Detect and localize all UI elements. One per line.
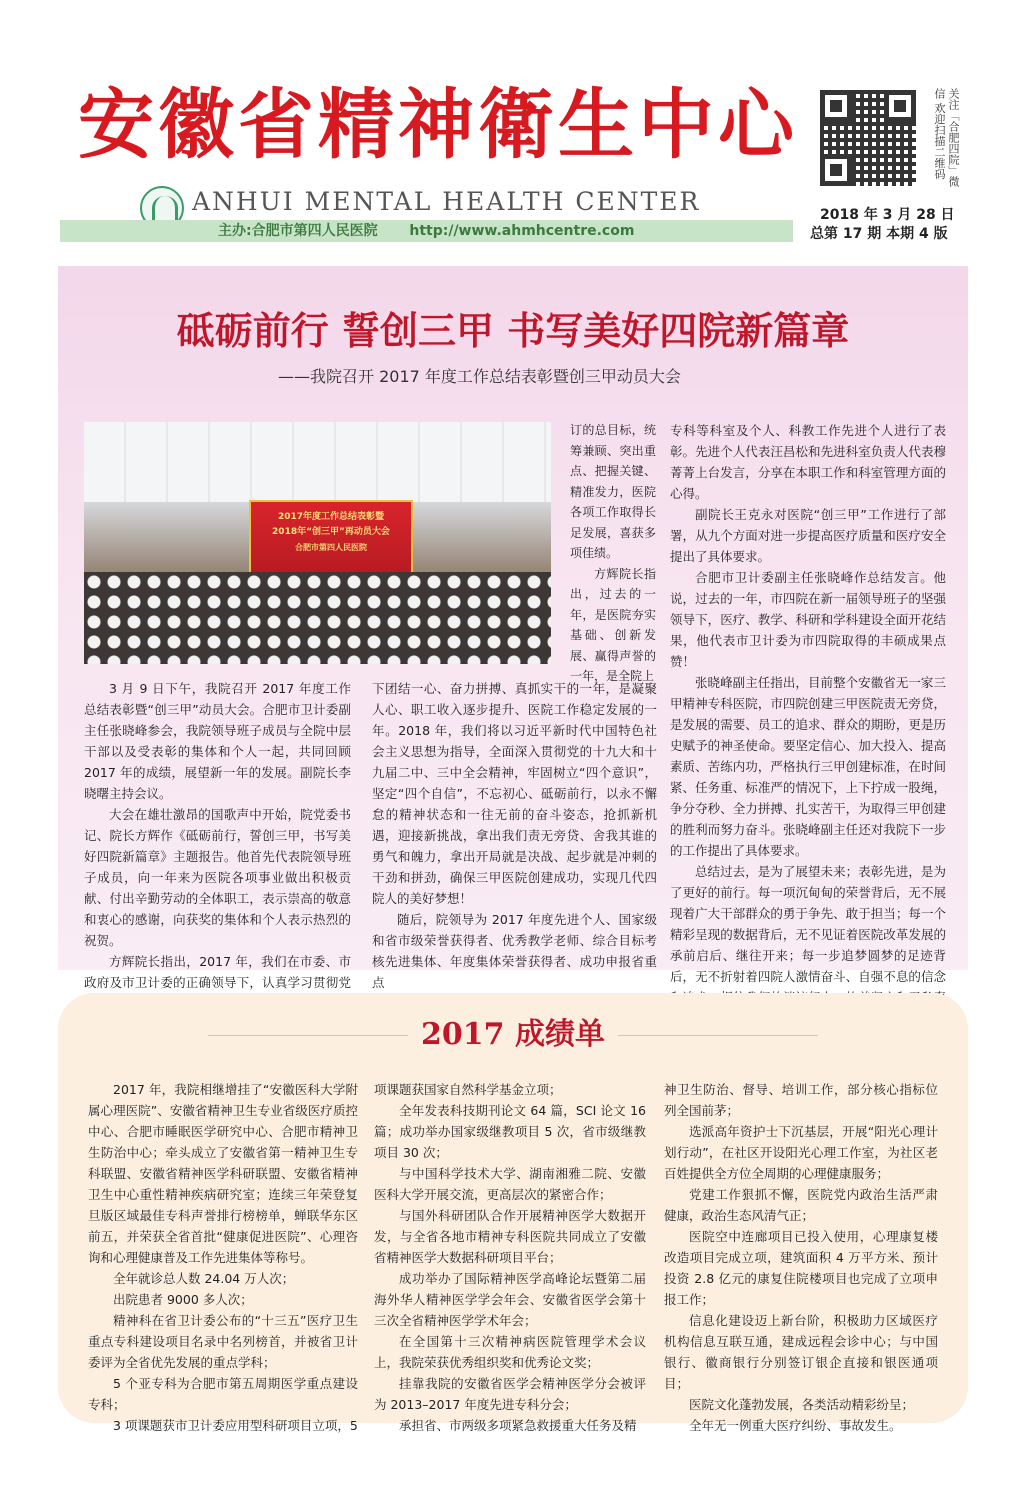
achievement-item: 成功举办了国际精神医学高峰论坛暨第二届海外华人精神医学学会年会、安徽省医学会第十三次全省精神医学学术年会； (374, 1271, 646, 1328)
masthead-title: 安徽省精神衛生中心 (78, 80, 798, 169)
article-paragraph: 随后，院领导为 2017 年度先进个人、国家级和省市级荣誉获得者、优秀教学老师、综合目标考核先进集体、年度集体荣誉获得者、成功申报省重点 (372, 912, 657, 990)
issue-number: 总第 17 期 本期 4 版 (810, 226, 948, 242)
article-paragraph: 大会在雄壮激昂的国歌声中开始，院党委书记、院长方辉作《砥砺前行，誓创三甲，书写美好四院新篇章》主题报告。他首先代表院领导班子成员，向一年来为医院各项事业做出积极贡献、付出辛勤劳动的全体职工，表示崇高的敬意和衷心的感谢，向获奖的集体和个人表示热烈的祝贺。 (84, 807, 351, 948)
website-link[interactable]: http://www.ahmhcentre.com (409, 223, 635, 239)
article-paragraph: 专科等科室及个人、科教工作先进个人进行了表彰。先进个人代表汪昌松和先进科室负责人代表穆菁菁上台发言，分享在本职工作和科室管理方面的心得。 (670, 423, 946, 501)
achievements-col1 (88, 1079, 358, 1436)
article-headline: 砥砺前行 誓创三甲 书写美好四院新篇章 (176, 308, 850, 353)
achievement-item: 选派高年资护士下沉基层，开展“阳光心理计划行动”，在社区开设阳光心理工作室，为社区老百姓提供全方位全周期的心理健康服务； (664, 1124, 938, 1181)
article-col2 (372, 678, 657, 993)
article-col1 (84, 678, 351, 1035)
banner-line-1: 2017年度工作总结表彰暨 (277, 512, 385, 522)
achievement-item: 在全国第十三次精神病医院管理学术会议上，我院荣获优秀组织奖和优秀论文奖； (374, 1334, 646, 1370)
article-col3 (670, 420, 946, 1071)
english-name: ANHUI MENTAL HEALTH CENTER (192, 187, 701, 216)
achievement-item: 挂靠我院的安徽省医学会精神医学分会被评为 2013–2017 年度先进专科分会； (374, 1376, 646, 1412)
banner-line-3: 合肥市第四人民医院 (295, 543, 367, 552)
qr-code-icon (820, 90, 916, 186)
sponsor-line (218, 221, 634, 241)
article-col2-upper (570, 420, 656, 687)
title-divider-right (618, 1035, 818, 1036)
article-paragraph: 3 月 9 日下午，我院召开 2017 年度工作总结表彰暨“创三甲”动员大会。合肥市卫计委副主任张晓峰参会，我院领导班子成员与全院中层干部以及受表彰的集体和个人一起，共同回顾 2017 年的成绩，展望新一年的发展。副院长李晓曙主持会议。 (84, 681, 351, 801)
article-paragraph: 订的总目标，统筹兼顾、突出重点、把握关键、精准发力，医院各项工作取得长足发展，喜获多项佳绩。 (570, 423, 656, 560)
article-paragraph: 方辉院长指出，过去的一年，是医院夯实基础、创新发展、赢得声誉的一年，是全院上 (570, 566, 656, 683)
article-paragraph: 副院长王克永对医院“创三甲”工作进行了部署，从九个方面对进一步提高医疗质量和医疗安全提出了具体要求。 (670, 507, 946, 564)
achievement-item: 神卫生防治、督导、培训工作，部分核心指标位列全国前茅； (664, 1082, 938, 1118)
article-paragraph: 合肥市卫计委副主任张晓峰作总结发言。他说，过去的一年，市四院在新一届领导班子的坚强领导下，医疗、教学、科研和学科建设全面开花结果，他代表市卫计委为市四院取得的丰硕成果点赞！ (670, 570, 946, 669)
achievements-title: 2017 成绩单 (421, 1017, 605, 1052)
achievement-item: 全年无一例重大医疗纠纷、事故发生。 (689, 1418, 902, 1433)
achievement-item: 承担省、市两级多项紧急救援重大任务及精 (399, 1418, 637, 1433)
meeting-photo (84, 422, 551, 664)
issue-date: 2018 年 3 月 28 日 (820, 207, 955, 223)
achievements-col3 (664, 1079, 938, 1436)
article-paragraph: 下团结一心、奋力拼搏、真抓实干的一年，是凝聚人心、职工收入逐步提升、医院工作稳定发展的一年。2018 年，我们将以习近平新时代中国特色社会主义思想为指导，全面深入贯彻党的十九大和十九届二中、三中全会精神，牢固树立“四个意识”，坚定“四个自信”，不忘初心、砥砺前行，以永不懈怠的精神状态和一往无前的奋斗姿态，抢抓新机遇，迎接新挑战，拿出我们责无旁贷、舍我其谁的勇气和魄力，拿出开局就是决战、起步就是冲刺的干劲和拼劲，确保三甲医院创建成功，实现几代四院人的美好梦想！ (372, 681, 657, 906)
achievement-item: 2017 年，我院相继增挂了“安徽医科大学附属心理医院”、安徽省精神卫生专业省级医疗质控中心、合肥市睡眠医学研究中心、合肥市精神卫生防治中心；牵头成立了安徽省第一精神卫生专科联盟、安徽省精神医学科研联盟、安徽省精神卫生中心重性精神疾病研究室；连续三年荣登复旦版区域最佳专科声誉排行榜榜单，蝉联华东区前五，并荣获全省首批“健康促进医院”、心理咨询和心理健康普及工作先进集体等称号。 (88, 1082, 358, 1265)
achievements-box (58, 993, 968, 1433)
achievement-item: 医院文化蓬勃发展，各类活动精彩纷呈； (689, 1397, 915, 1412)
article-subhead: ——我院召开 2017 年度工作总结表彰暨创三甲动员大会 (278, 367, 681, 386)
achievement-item: 出院患者 9000 多人次； (113, 1292, 253, 1307)
article-paragraph: 张晓峰副主任指出，目前整个安徽省无一家三甲精神专科医院，市四院创建三甲医院责无旁贷，是发展的需要、员工的追求、群众的期盼，更是历史赋予的神圣使命。要坚定信心、加大投入、提高素质、苦练内功，严格执行三甲创建标准，在时间紧、任务重、标准严的情况下，上下拧成一股绳，争分夺秒、全力拼搏、扎实苦干，为取得三甲创建的胜利而努力奋斗。张晓峰副主任还对我院下一步的工作提出了具体要求。 (670, 675, 946, 858)
achievement-item: 党建工作狠抓不懈，医院党内政治生活严肃健康，政治生态风清气正； (664, 1187, 938, 1223)
banner-line-2: 2018年“创三甲”再动员大会 (272, 527, 390, 537)
article-paragraph: 总结过去，是为了展望未来；表彰先进，是为了更好的前行。每一项沉甸甸的荣誉背后，无不展现着广大干部群众的勇于争先、敢于担当；每一个精彩呈现的数据背后，无不见证着医院改革发展的承前启后、继往开来；每一步追梦圆梦的足迹背后，无不折射着四院人激情奋斗、自强不息的信念 (670, 864, 946, 984)
sponsor-name: 主办:合肥市第四人民医院 (218, 223, 378, 239)
achievements-col2 (374, 1079, 646, 1436)
achievement-item: 5 个亚专科为合肥市第五周期医学重点建设专科； (88, 1376, 358, 1412)
article-paragraph: 方辉院长指出，2017 年，我们在市委、市政府及市卫计委的正确领导下，认真学习贯彻党 (84, 954, 351, 990)
achievement-item: 与中国科学技术大学、湖南湘雅二院、安徽医科大学开展交流，更高层次的紧密合作； (374, 1166, 646, 1202)
achievement-item: 信息化建设迈上新台阶，积极助力区域医疗机构信息互联互通，建成远程会诊中心；与中国银行、徽商银行分别签订银企直接和银医通项目； (664, 1313, 938, 1391)
achievement-item: 医院空中连廊项目已投入使用，心理康复楼改造项目完成立项，建筑面积 4 万平方米、预计投资 2.8 亿元的康复住院楼项目也完成了立项申报工作； (664, 1229, 938, 1307)
achievement-item: 全年就诊总人数 24.04 万人次； (113, 1271, 295, 1286)
qr-caption: 关注「合肥四院」微信 欢迎扫描二维码 (933, 88, 960, 187)
achievement-item: 3 项课题获市卫计委应用型科研项目立项，5 (113, 1418, 358, 1433)
achievement-item: 与国外科研团队合作开展精神医学大数据开发，与全省各地市精神专科医院共同成立了安徽省精神医学大数据科研项目平台； (374, 1208, 646, 1265)
achievement-item: 精神科在省卫计委公布的“十三五”医疗卫生重点专科建设项目名录中名列榜首，并被省卫计委评为全省优先发展的重点学科； (88, 1313, 358, 1370)
achievement-item: 项课题获国家自然科学基金立项； (374, 1082, 562, 1097)
lead-article (58, 266, 968, 990)
achievement-item: 全年发表科技期刊论文 64 篇，SCI 论文 16 篇；成功举办国家级继教项目 5 次，省市级继教项目 30 次； (374, 1103, 646, 1160)
photo-stage-banner (249, 500, 413, 582)
